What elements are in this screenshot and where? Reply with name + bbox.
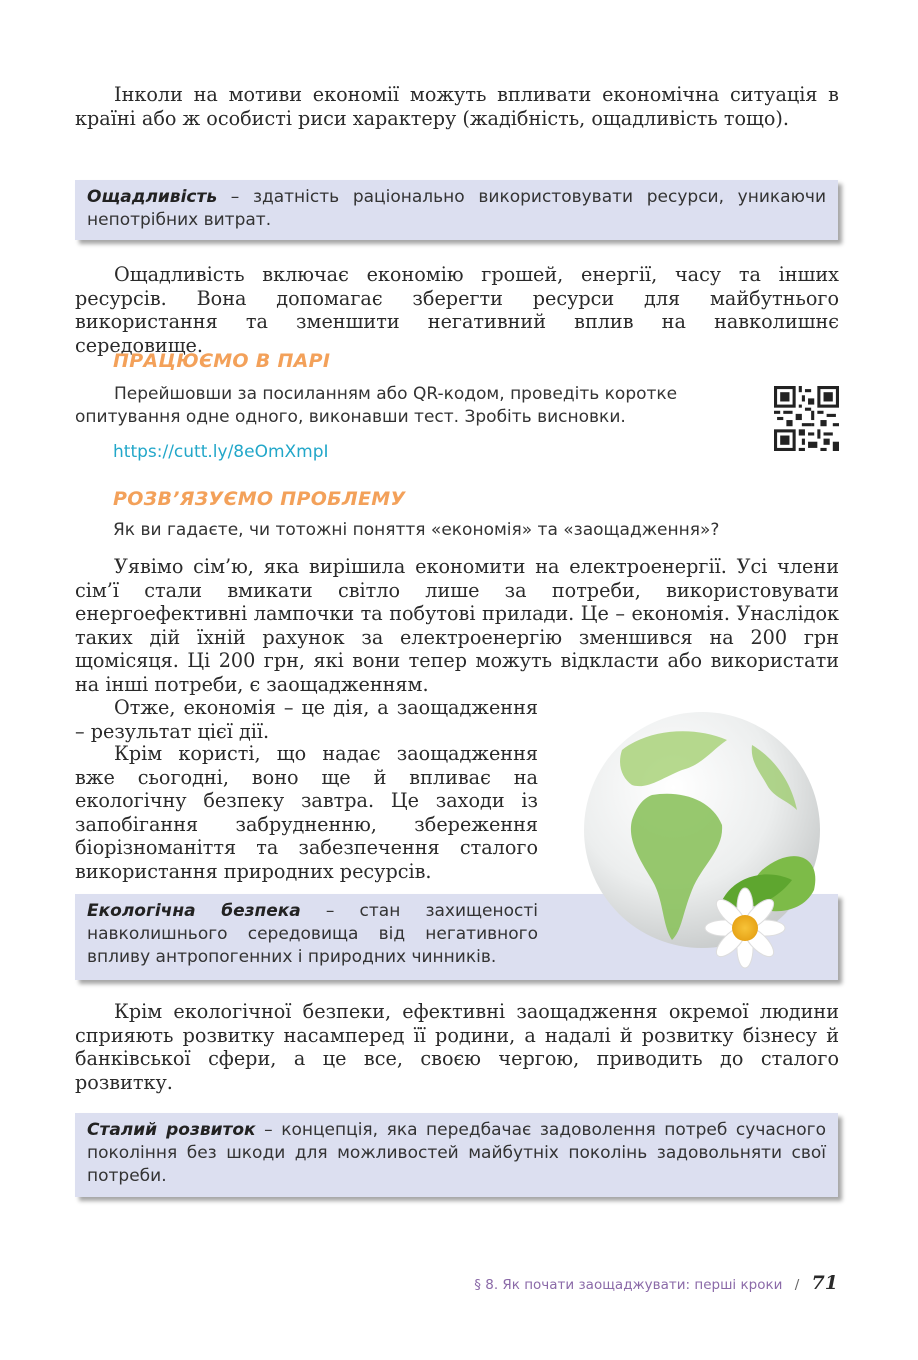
paragraph-intro: Інколи на мотиви економії можуть впливати економічна ситуація в країні або ж особисті риси характеру (жадібність, ощадливість тощо).: [75, 83, 839, 130]
definition-term: Ощадливість: [87, 187, 218, 207]
definition-text: – концепція, яка передбачає задоволення потреб сучасного покоління без шкоди для можливостей майбутніх поколінь задовольняти свої потреби.: [87, 1120, 826, 1186]
definition-box-thrift: [75, 180, 838, 240]
definition-term: Екологічна безпека: [87, 901, 301, 921]
qr-code-icon[interactable]: [774, 386, 839, 451]
pair-work-text: Перейшовши за посиланням або QR-кодом, проведіть коротке опитування одне одного, виконавши тест. Зробіть висновки.: [75, 384, 678, 427]
definition-text: – стан захищеності навколишнього середовища від негативного впливу антропогенних і природних чинників.: [87, 901, 538, 967]
paragraph-conclusion: Отже, економія – це дія, а заощадження – результат цієї дії.: [75, 696, 538, 743]
definition-text: – здатність раціонально використовувати ресурси, уникаючи непотрібних витрат.: [87, 187, 826, 230]
paragraph-family-example: Уявімо сім’ю, яка вирішила економити на електроенергії. Усі члени сім’ї стали вмикати світло лише за потреби, використовувати енергоефективні лампочки та побутові прилади. Це – економія. Унаслідок таких дій їхній рахунок за електроенергію зменшився на 200 грн щомісяця. Ці 200 грн, які вони тепер можуть відкласти або використати на інші потреби, є заощадженням.: [75, 555, 839, 696]
globe-illustration-icon: [552, 690, 834, 972]
footer-separator: /: [794, 1277, 800, 1293]
section-heading-pair-work: ПРАЦЮЄМО В ПАРІ: [113, 350, 331, 372]
problem-question: Як ви гадаєте, чи тотожні поняття «економія» та «заощадження»?: [113, 520, 720, 540]
paragraph-thrift: Ощадливість включає економію грошей, енергії, часу та інших ресурсів. Вона допомагає зберегти ресурси для майбутнього використання та зменшити негативний вплив на навколишнє середовище.: [75, 263, 839, 357]
page-number: 71: [811, 1272, 838, 1294]
page-footer: [474, 1272, 838, 1294]
survey-link[interactable]: https://cutt.ly/8eOmXmpI: [113, 442, 329, 462]
paragraph-ecology: Крім користі, що надає заощадження вже сьогодні, воно ще й впливає на екологічну безпеку завтра. Це заходи із запобігання забрудненню, збереження біорізноманіття та забезпечення сталого використання природних ресурсів.: [75, 742, 538, 883]
definition-term: Сталий розвиток: [87, 1120, 256, 1140]
definition-box-sustainable-development: [75, 1113, 838, 1197]
paragraph-sustainable: Крім екологічної безпеки, ефективні заощадження окремої людини сприяють розвитку насамперед її родини, а надалі й розвитку бізнесу й банківської сфери, а це все, своєю чергою, приводить до сталого розвитку.: [75, 1000, 839, 1094]
section-heading-problem: РОЗВ’ЯЗУЄМО ПРОБЛЕМУ: [113, 488, 406, 510]
footer-section-title: § 8. Як почати заощаджувати: перші кроки: [474, 1277, 783, 1293]
